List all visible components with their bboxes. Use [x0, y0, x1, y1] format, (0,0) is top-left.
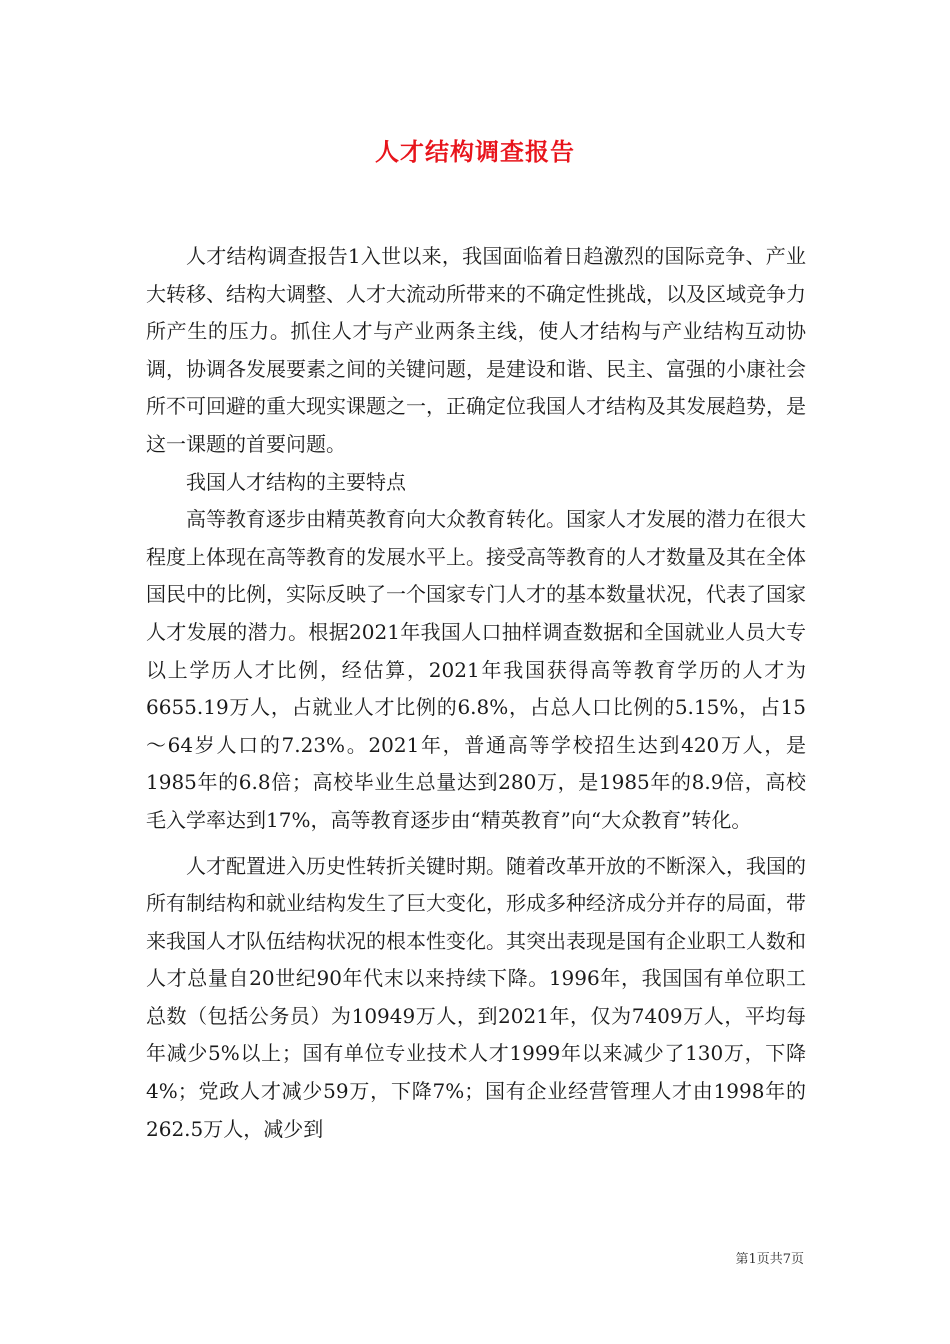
- page-number: 第1页共7页: [735, 1252, 804, 1267]
- document-title: 人才结构调查报告: [375, 137, 575, 166]
- paragraph-intro: 人才结构调查报告1入世以来，我国面临着日趋激烈的国际竞争、产业大转移、结构大调整、人才大流动所带来的不确定性挑战，以及区域竞争力所产生的压力。抓住人才与产业两条主线，使人才结构与产业结构互动协调，协调各发展要素之间的关键问题，是建设和谐、民主、富强的小康社会所不可回避的重大现实课题之一，正确定位我国人才结构及其发展趋势，是这一课题的首要问题。: [146, 244, 806, 456]
- section-heading: 我国人才结构的主要特点: [186, 469, 406, 494]
- paragraph-talent-allocation: 人才配置进入历史性转折关键时期。随着改革开放的不断深入，我国的所有制结构和就业结构发生了巨大变化，形成多种经济成分并存的局面，带来我国人才队伍结构状况的根本性变化。其突出表现是国有企业职工人数和人才总量自20世纪90年代末以来持续下降。1996年，我国国有单位职工总数（包括公务员）为10949万人，到2021年，仅为7409万人，平均每年减少5%以上；国有单位专业技术人才1999年以来减少了130万，下降4%；党政人才减少59万，下降7%；国有企业经营管理人才由1998年的262.5万人，减少到: [146, 853, 806, 1141]
- document-body: [146, 238, 806, 1148]
- paragraph-higher-education: 高等教育逐步由精英教育向大众教育转化。国家人才发展的潜力在很大程度上体现在高等教育的发展水平上。接受高等教育的人才数量及其在全体国民中的比例，实际反映了一个国家专门人才的基本数量状况，代表了国家人才发展的潜力。根据2021年我国人口抽样调查数据和全国就业人员大专以上学历人才比例，经估算，2021年我国获得高等教育学历的人才为6655.19万人，占就业人才比例的6.8%，占总人口比例的5.15%，占15～64岁人口的7.23%。2021年，普通高等学校招生达到420万人，是1985年的6.8倍；高校毕业生总量达到280万，是1985年的8.9倍，高校毛入学率达到17%，高等教育逐步由“精英教育”向“大众教育”转化。: [146, 507, 806, 832]
